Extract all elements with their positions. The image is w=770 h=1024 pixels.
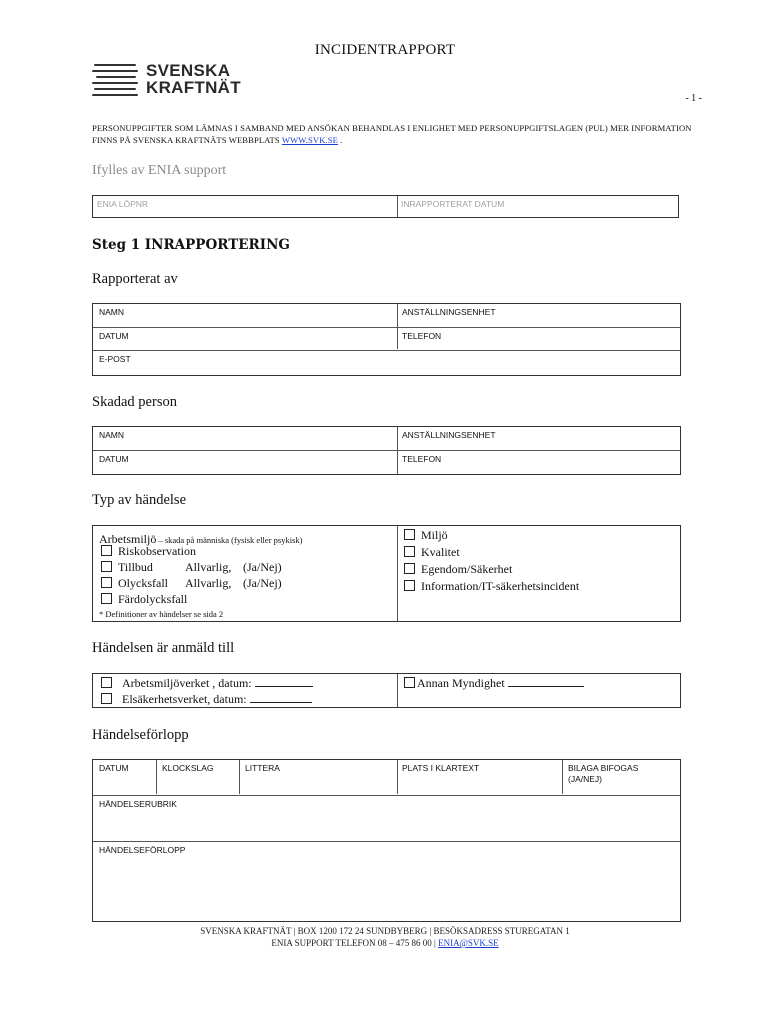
option-information-it[interactable]: Information/IT-säkerhetsincident (404, 579, 579, 594)
reporter-unit-field[interactable]: ANSTÄLLNINGSENHET (402, 307, 496, 317)
olycksfall-yes-no: (Ja/Nej) (243, 576, 282, 590)
svenska-kraftnat-logo (92, 60, 242, 104)
injured-unit-field[interactable]: ANSTÄLLNINGSENHET (402, 430, 496, 440)
enia-lopnr-field[interactable]: ENIA LÖPNR (97, 199, 149, 209)
enia-email-link[interactable]: ENIA@SVK.SE (438, 938, 499, 948)
privacy-suffix: . (337, 135, 343, 145)
checkbox-icon[interactable] (404, 580, 415, 591)
privacy-notice (92, 122, 692, 146)
event-subject-field[interactable]: HÄNDELSERUBRIK (99, 799, 177, 809)
option-olycksfall[interactable]: Olycksfall (101, 576, 168, 591)
tillbud-severity: Allvarlig, (185, 560, 232, 574)
course-attachment-field[interactable]: BILAGA BIFOGAS (JA/NEJ) (568, 763, 639, 784)
course-heading: Händelseförlopp (92, 727, 189, 743)
course-date-field[interactable]: DATUM (99, 763, 129, 773)
footer-address: SVENSKA KRAFTNÄT | BOX 1200 172 24 SUNDBYBERG | BESÖKSADRESS STUREGATAN 1 (200, 926, 570, 936)
checkbox-icon[interactable] (404, 677, 415, 688)
option-riskobservation[interactable]: Riskobservation (101, 544, 196, 559)
olycksfall-severity: Allvarlig, (185, 576, 232, 590)
enia-support-heading: Ifylles av ENIA support (92, 163, 227, 178)
injured-person-table (92, 426, 681, 475)
annan-myndighet-line[interactable] (508, 686, 584, 687)
injured-date-field[interactable]: DATUM (99, 454, 129, 464)
footer-contact: ENIA SUPPORT TELEFON 08 – 475 86 00 | ENIA@SVK.SE (271, 938, 499, 948)
event-course-field[interactable]: HÄNDELSEFÖRLOPP (99, 845, 186, 855)
privacy-text: PERSONUPPGIFTER SOM LÄMNAS I SAMBAND MED ANSÖKAN BEHANDLAS I ENLIGHET MED PERSONUPPGIFTSLAGEN (PUL) MER INFORMATION FINNS PÅ SVENSKA KRAFTNÄTS WEBBPLATS (92, 123, 692, 145)
checkbox-icon[interactable] (101, 677, 112, 688)
svk-website-link[interactable]: WWW.SVK.SE (281, 135, 338, 145)
injured-person-heading: Skadad person (92, 394, 177, 410)
option-fardolycksfall[interactable]: Färdolycksfall (101, 592, 187, 607)
option-egendom-sakerhet[interactable]: Egendom/Säkerhet (404, 562, 512, 577)
reporter-email-field[interactable]: E-POST (99, 354, 131, 364)
reported-by-table (92, 303, 681, 376)
reporter-phone-field[interactable]: TELEFON (402, 331, 442, 341)
reporter-date-field[interactable]: DATUM (99, 331, 129, 341)
reporter-name-field[interactable]: NAMN (99, 307, 125, 317)
step1-heading: Steg 1 INRAPPORTERING (92, 237, 290, 253)
checkbox-icon[interactable] (101, 561, 112, 572)
option-annan-myndighet[interactable]: Annan Myndighet (404, 676, 584, 691)
course-table (92, 759, 681, 922)
logo-line-2: KRAFTNÄT (146, 78, 241, 97)
injured-phone-field[interactable]: TELEFON (402, 454, 442, 464)
event-definitions-footnote: * Definitioner av händelser se sida 2 (99, 609, 224, 619)
logo-line-1: SVENSKA (146, 61, 231, 80)
work-environment-note: – skada på människa (fysisk eller psykisk) (156, 535, 303, 545)
work-environment-title: Arbetsmiljö (99, 532, 157, 546)
reported-by-heading: Rapporterat av (92, 271, 178, 287)
option-kvalitet[interactable]: Kvalitet (404, 545, 460, 560)
checkbox-icon[interactable] (101, 693, 112, 704)
checkbox-icon[interactable] (101, 577, 112, 588)
checkbox-icon[interactable] (404, 563, 415, 574)
course-place-field[interactable]: PLATS I KLARTEXT (402, 763, 480, 773)
option-arbetsmiljoverket[interactable]: Arbetsmiljöverket , datum: (101, 676, 313, 691)
elsakerhetsverket-date-line[interactable] (250, 702, 312, 703)
course-time-field[interactable]: KLOCKSLAG (162, 763, 214, 773)
option-miljo[interactable]: Miljö (404, 528, 448, 543)
inrapporterat-datum-field[interactable]: INRAPPORTERAT DATUM (401, 199, 505, 209)
course-littera-field[interactable]: LITTERA (245, 763, 280, 773)
option-elsakerhetsverket[interactable]: Elsäkerhetsverket, datum: (101, 692, 312, 707)
checkbox-icon[interactable] (404, 546, 415, 557)
event-type-heading: Typ av händelse (92, 492, 187, 508)
enia-support-table (92, 195, 679, 218)
event-type-table (92, 525, 681, 622)
checkbox-icon[interactable] (101, 545, 112, 556)
arbetsmiljoverket-date-line[interactable] (255, 686, 313, 687)
checkbox-icon[interactable] (101, 593, 112, 604)
reported-to-table (92, 673, 681, 708)
checkbox-icon[interactable] (404, 529, 415, 540)
injured-name-field[interactable]: NAMN (99, 430, 125, 440)
option-tillbud[interactable]: Tillbud (101, 560, 153, 575)
document-title: INCIDENTRAPPORT (314, 42, 456, 58)
page-number: - 1 - (685, 93, 702, 104)
reported-to-heading: Händelsen är anmäld till (92, 640, 235, 656)
tillbud-yes-no: (Ja/Nej) (243, 560, 282, 574)
